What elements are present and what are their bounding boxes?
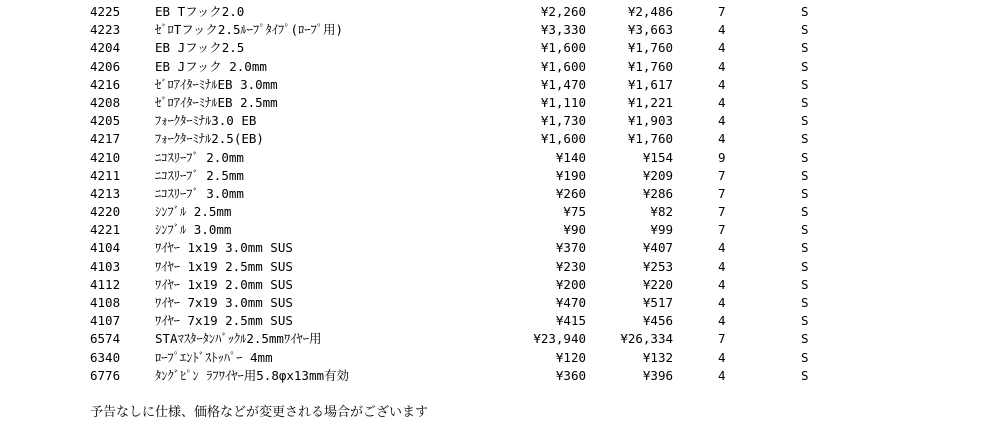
product-code: 4216 xyxy=(90,76,121,92)
type-code: S xyxy=(801,222,809,238)
price-excl-tax: ¥370 xyxy=(555,240,586,256)
quantity: 4 xyxy=(718,240,726,256)
table-row xyxy=(0,167,1000,185)
product-code: 4205 xyxy=(90,113,121,129)
price-excl-tax: ¥1,470 xyxy=(540,76,586,92)
price-excl-tax: ¥75 xyxy=(563,204,586,220)
table-row xyxy=(0,58,1000,76)
product-code: 4225 xyxy=(90,4,121,19)
table-row xyxy=(0,130,1000,148)
price-incl-tax: ¥396 xyxy=(642,367,673,383)
quantity: 4 xyxy=(718,131,726,147)
price-incl-tax: ¥1,903 xyxy=(627,113,673,129)
quantity: 4 xyxy=(718,313,726,329)
table-row xyxy=(0,312,1000,330)
table-row xyxy=(0,276,1000,294)
quantity: 4 xyxy=(718,349,726,365)
type-code: S xyxy=(801,94,809,110)
product-name: ﾆｺｽﾘｰﾌﾞ 2.0mm xyxy=(155,149,244,165)
quantity: 4 xyxy=(718,276,726,292)
product-name: ﾜｲﾔｰ 7x19 3.0mm SUS xyxy=(155,295,293,310)
price-incl-tax: ¥1,760 xyxy=(627,58,673,74)
product-name: ﾆｺｽﾘｰﾌﾞ 3.0mm xyxy=(155,185,244,201)
type-code: S xyxy=(801,40,809,56)
product-code: 4112 xyxy=(90,276,121,292)
quantity: 4 xyxy=(718,295,726,310)
price-incl-tax: ¥286 xyxy=(642,185,673,201)
product-code: 4220 xyxy=(90,204,121,220)
price-incl-tax: ¥26,334 xyxy=(620,331,673,347)
product-name: ﾜｲﾔｰ 1x19 2.0mm SUS xyxy=(155,276,293,292)
product-code: 6574 xyxy=(90,331,121,347)
table-row xyxy=(0,39,1000,57)
table-row xyxy=(0,185,1000,203)
price-incl-tax: ¥3,663 xyxy=(627,22,673,38)
type-code: S xyxy=(801,58,809,74)
price-excl-tax: ¥1,600 xyxy=(540,131,586,147)
quantity: 4 xyxy=(718,76,726,92)
price-incl-tax: ¥253 xyxy=(642,258,673,274)
type-code: S xyxy=(801,313,809,329)
product-code: 4211 xyxy=(90,167,121,183)
product-code: 6776 xyxy=(90,367,121,383)
type-code: S xyxy=(801,131,809,147)
product-name: ｾﾞﾛｱｲﾀｰﾐﾅﾙEB 3.0mm xyxy=(155,76,278,92)
table-row xyxy=(0,76,1000,94)
price-excl-tax: ¥470 xyxy=(555,295,586,310)
price-excl-tax: ¥200 xyxy=(555,276,586,292)
product-name: ｼﾝﾌﾞﾙ 2.5mm xyxy=(155,204,232,220)
product-name: ﾌｫｰｸﾀｰﾐﾅﾙ3.0 EB xyxy=(155,113,257,129)
quantity: 4 xyxy=(718,58,726,74)
product-name: EB Tフック2.0 xyxy=(155,4,245,19)
table-row xyxy=(0,21,1000,39)
price-excl-tax: ¥23,940 xyxy=(533,331,586,347)
product-name: ｼﾝﾌﾞﾙ 3.0mm xyxy=(155,222,232,238)
table-row xyxy=(0,3,1000,21)
product-code: 4206 xyxy=(90,58,121,74)
product-code: 4213 xyxy=(90,185,121,201)
price-incl-tax: ¥407 xyxy=(642,240,673,256)
type-code: S xyxy=(801,167,809,183)
product-name: EB Jフック2.5 xyxy=(155,40,245,56)
price-excl-tax: ¥140 xyxy=(555,149,586,165)
product-code: 4204 xyxy=(90,40,121,56)
price-incl-tax: ¥220 xyxy=(642,276,673,292)
price-incl-tax: ¥1,760 xyxy=(627,131,673,147)
table-row xyxy=(0,330,1000,348)
type-code: S xyxy=(801,22,809,38)
quantity: 7 xyxy=(718,204,726,220)
product-code: 4103 xyxy=(90,258,121,274)
type-code: S xyxy=(801,204,809,220)
price-excl-tax: ¥90 xyxy=(563,222,586,238)
price-incl-tax: ¥2,486 xyxy=(627,4,673,19)
quantity: 7 xyxy=(718,167,726,183)
product-code: 4107 xyxy=(90,313,121,329)
quantity: 9 xyxy=(718,149,726,165)
price-incl-tax: ¥456 xyxy=(642,313,673,329)
quantity: 7 xyxy=(718,4,726,19)
price-incl-tax: ¥1,760 xyxy=(627,40,673,56)
price-incl-tax: ¥154 xyxy=(642,149,673,165)
quantity: 7 xyxy=(718,185,726,201)
product-name: ﾀﾝｸﾞﾋﾟﾝ ﾗﾌﾜｲﾔｰ用5.8φx13mm有効 xyxy=(155,367,350,383)
price-excl-tax: ¥260 xyxy=(555,185,586,201)
price-excl-tax: ¥1,110 xyxy=(540,94,586,110)
type-code: S xyxy=(801,367,809,383)
product-name: ﾆｺｽﾘｰﾌﾞ 2.5mm xyxy=(155,167,244,183)
product-name: ﾜｲﾔｰ 7x19 2.5mm SUS xyxy=(155,313,293,329)
table-row xyxy=(0,294,1000,312)
type-code: S xyxy=(801,113,809,129)
price-incl-tax: ¥517 xyxy=(642,295,673,310)
quantity: 7 xyxy=(718,222,726,238)
price-excl-tax: ¥1,600 xyxy=(540,58,586,74)
type-code: S xyxy=(801,4,809,19)
type-code: S xyxy=(801,295,809,310)
price-excl-tax: ¥120 xyxy=(555,349,586,365)
product-code: 4221 xyxy=(90,222,121,238)
price-excl-tax: ¥230 xyxy=(555,258,586,274)
table-row xyxy=(0,221,1000,239)
price-incl-tax: ¥209 xyxy=(642,167,673,183)
product-name: ﾜｲﾔｰ 1x19 2.5mm SUS xyxy=(155,258,293,274)
table-row xyxy=(0,349,1000,367)
product-name: EB Jフック 2.0mm xyxy=(155,58,267,74)
price-incl-tax: ¥82 xyxy=(650,204,673,220)
type-code: S xyxy=(801,240,809,256)
price-incl-tax: ¥1,221 xyxy=(627,94,673,110)
table-row xyxy=(0,258,1000,276)
quantity: 4 xyxy=(718,367,726,383)
product-name: ﾌｫｰｸﾀｰﾐﾅﾙ2.5(EB) xyxy=(155,131,264,147)
table-row xyxy=(0,239,1000,257)
price-incl-tax: ¥1,617 xyxy=(627,76,673,92)
product-name: ｾﾞﾛｱｲﾀｰﾐﾅﾙEB 2.5mm xyxy=(155,94,278,110)
product-code: 4208 xyxy=(90,94,121,110)
price-excl-tax: ¥360 xyxy=(555,367,586,383)
table-row xyxy=(0,367,1000,385)
quantity: 4 xyxy=(718,94,726,110)
product-code: 4217 xyxy=(90,131,121,147)
type-code: S xyxy=(801,331,809,347)
price-change-notice: 予告なしに仕様、価格などが変更される場合がございます xyxy=(90,405,429,420)
type-code: S xyxy=(801,76,809,92)
type-code: S xyxy=(801,149,809,165)
product-code: 4104 xyxy=(90,240,121,256)
product-code: 4223 xyxy=(90,22,121,38)
type-code: S xyxy=(801,276,809,292)
type-code: S xyxy=(801,185,809,201)
price-table xyxy=(0,3,1000,385)
product-code: 6340 xyxy=(90,349,121,365)
price-excl-tax: ¥3,330 xyxy=(540,22,586,38)
price-excl-tax: ¥190 xyxy=(555,167,586,183)
price-incl-tax: ¥132 xyxy=(642,349,673,365)
table-row xyxy=(0,112,1000,130)
price-excl-tax: ¥415 xyxy=(555,313,586,329)
price-excl-tax: ¥1,730 xyxy=(540,113,586,129)
type-code: S xyxy=(801,258,809,274)
quantity: 4 xyxy=(718,113,726,129)
price-excl-tax: ¥2,260 xyxy=(540,4,586,19)
product-name: STAﾏｽﾀｰﾀﾝﾊﾞｯｸﾙ2.5mmﾜｲﾔｰ用 xyxy=(155,331,322,347)
product-code: 4108 xyxy=(90,295,121,310)
table-row xyxy=(0,94,1000,112)
product-code: 4210 xyxy=(90,149,121,165)
quantity: 4 xyxy=(718,40,726,56)
quantity: 7 xyxy=(718,331,726,347)
table-row xyxy=(0,149,1000,167)
table-row xyxy=(0,203,1000,221)
product-name: ﾜｲﾔｰ 1x19 3.0mm SUS xyxy=(155,240,293,256)
product-name: ｾﾞﾛTフック2.5ﾙｰﾌﾟﾀｲﾌﾟ(ﾛｰﾌﾟ用) xyxy=(155,22,344,38)
quantity: 4 xyxy=(718,258,726,274)
type-code: S xyxy=(801,349,809,365)
price-incl-tax: ¥99 xyxy=(650,222,673,238)
quantity: 4 xyxy=(718,22,726,38)
product-name: ﾛｰﾌﾟｴﾝﾄﾞｽﾄｯﾊﾟｰ 4mm xyxy=(155,349,273,365)
price-excl-tax: ¥1,600 xyxy=(540,40,586,56)
